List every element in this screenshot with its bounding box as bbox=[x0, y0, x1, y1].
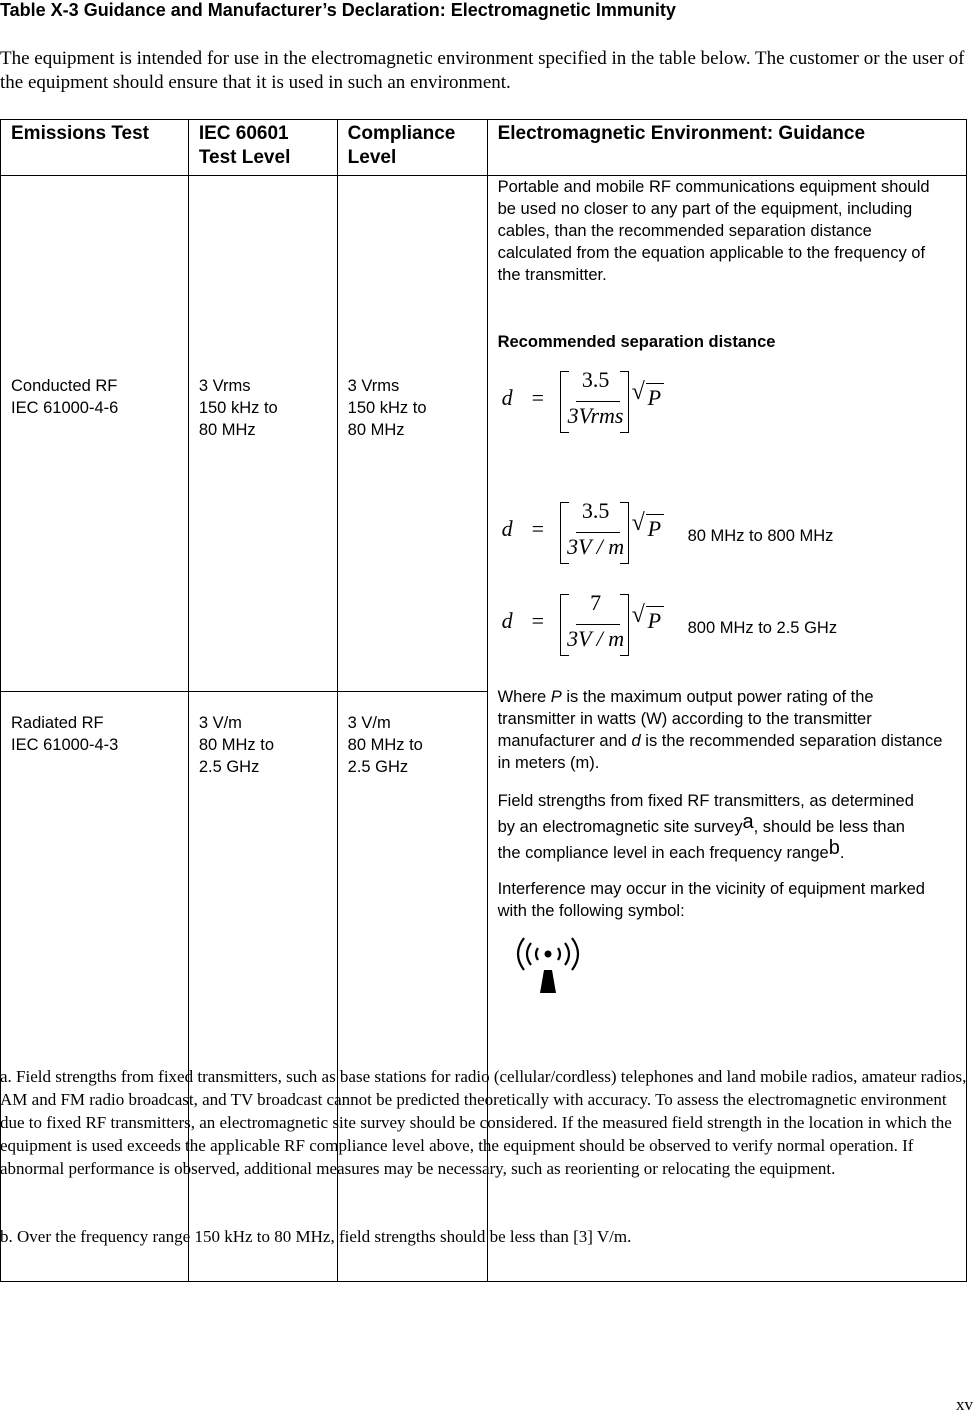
equation-radiated-low: d = 3.5 3V / m √ P 80 MHz to 800 MHz bbox=[498, 500, 966, 572]
cell-compliance-conducted: 3 Vrms 150 kHz to 80 MHz bbox=[337, 176, 487, 692]
guidance-heading: Recommended separation distance bbox=[497, 333, 776, 351]
cell-test-conducted: Conducted RF IEC 61000-4-6 bbox=[1, 176, 189, 692]
table-header-row bbox=[1, 120, 967, 176]
range-80-800: 80 MHz to 800 MHz bbox=[687, 527, 834, 545]
sqrt-icon: √ bbox=[631, 602, 645, 628]
guidance-intro: Portable and mobile RF communications equipment should be used no closer to any part of the equipment, including cables, than the recommended separation distance calculated from the equation applicable to the frequency of the transmitter. bbox=[497, 178, 930, 284]
footnote-b: b. Over the frequency range 150 kHz to 80 MHz, field strengths should be less than [3] V/m. bbox=[0, 1227, 632, 1246]
cell-compliance-radiated: 3 V/m 80 MHz to 2.5 GHz bbox=[337, 692, 487, 1282]
table-row bbox=[1, 176, 967, 692]
non-ionizing-radiation-icon bbox=[510, 930, 966, 994]
interference-paragraph: Interference may occur in the vicinity of equipment marked with the following symbol: bbox=[497, 880, 925, 920]
range-800-2500: 800 MHz to 2.5 GHz bbox=[687, 619, 838, 637]
intro-paragraph: The equipment is intended for use in the electromagnetic environment specified in the table below. The customer or the user of the equipment should ensure that it is used in such an environment. bbox=[0, 48, 965, 93]
field-strength-paragraph: Field strengths from fixed RF transmitters, as determined by an electromagnetic site survey$^a$, should be less than the compliance level in each frequency range$^b$. bbox=[497, 792, 914, 862]
cell-level-radiated: 3 V/m 80 MHz to 2.5 GHz bbox=[188, 692, 337, 1282]
where-paragraph: Where P is the maximum output power rating of the transmitter in watts (W) according to the transmitter manufacturer and d is the recommended separation distance in meters (m). bbox=[497, 688, 943, 772]
page-number: xv bbox=[956, 1395, 973, 1414]
cell-test-radiated: Radiated RF IEC 61000-4-3 bbox=[1, 692, 189, 1282]
header-guidance: Electromagnetic Environment: Guidance bbox=[487, 120, 966, 176]
sqrt-icon: √ bbox=[631, 510, 645, 536]
header-emissions-test: Emissions Test bbox=[1, 120, 189, 176]
header-test-level: IEC 60601 Test Level bbox=[188, 120, 337, 176]
sqrt-icon: √ bbox=[631, 379, 645, 405]
footnote-a: a. Field strengths from fixed transmitters, such as base stations for radio (cellular/cordless) telephones and land mobile radios, amateur radios, AM and FM radio broadcast, and TV broadcast cannot be predicted theoretically with accuracy. To assess the electromagnetic environment due to fixed RF transmitters, an electromagnetic site survey should be considered. If the measured field strength in the location in which the equipment is used exceeds the applicable RF compliance level above, the equipment should be observed to verify normal operation. If abnormal performance is observed, additional measures may be necessary, such as reorienting or relocating the equipment. bbox=[0, 1067, 967, 1178]
table-title: Table X-3 Guidance and Manufacturer’s Declaration: Electromagnetic Immunity bbox=[0, 0, 676, 20]
equation-conducted: d = 3.5 3Vrms √ P bbox=[498, 369, 966, 441]
equation-radiated-high: d = 7 3V / m √ P 800 MHz to 2.5 GHz bbox=[498, 592, 966, 664]
cell-level-conducted: 3 Vrms 150 kHz to 80 MHz bbox=[188, 176, 337, 692]
header-compliance-level: Compliance Level bbox=[337, 120, 487, 176]
